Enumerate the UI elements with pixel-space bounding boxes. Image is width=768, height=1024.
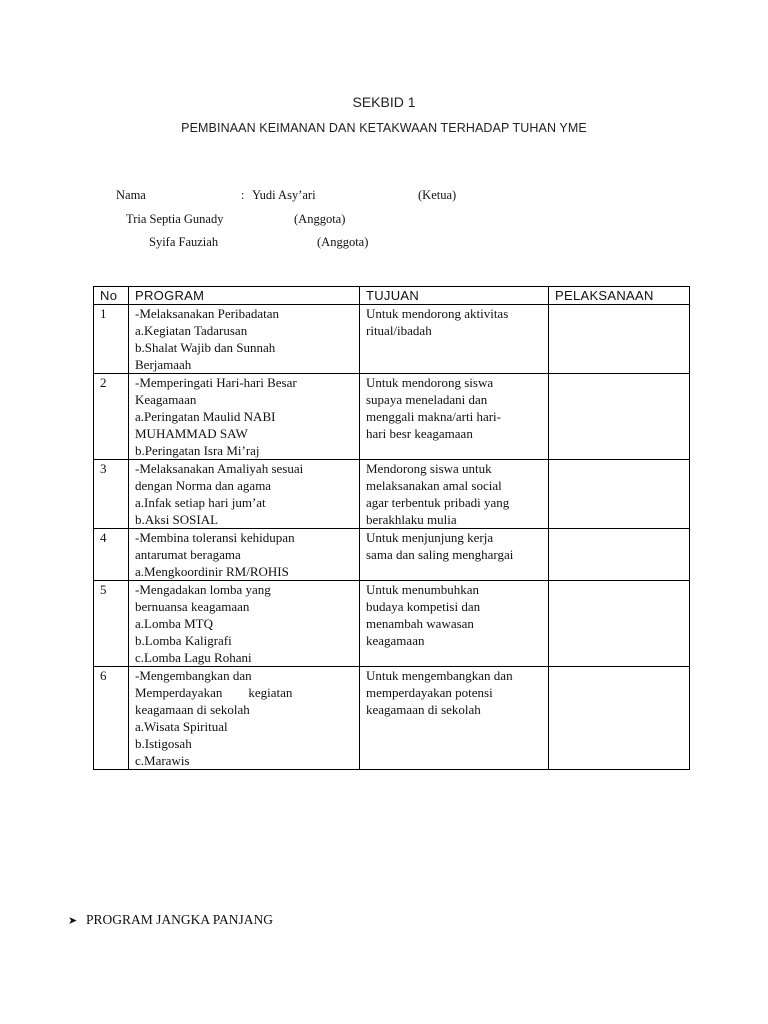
member-1-role: (Ketua) [418, 188, 457, 202]
program-line: Berjamaah [135, 357, 192, 372]
table-row [94, 667, 690, 770]
cell-program [129, 305, 360, 374]
program-line: a.Wisata Spiritual [135, 719, 228, 734]
cell-program [129, 374, 360, 460]
table-row [94, 460, 690, 529]
tujuan-line: memperdayakan potensi [366, 685, 493, 700]
program-table [93, 286, 690, 770]
row-number: 4 [94, 529, 129, 581]
page-title: SEKBID 1 [352, 94, 416, 110]
cell-tujuan [360, 374, 549, 460]
program-line: -Memperingati Hari-hari Besar [135, 375, 297, 390]
member-2-name: Tria Septia Gunady [126, 212, 224, 226]
table-row [94, 305, 690, 374]
cell-pelaksanaan [549, 305, 690, 374]
program-line: c.Lomba Lagu Rohani [135, 650, 252, 665]
tujuan-line: hari besr keagamaan [366, 426, 473, 441]
program-line: b.Lomba Kaligrafi [135, 633, 232, 648]
table-row [94, 529, 690, 581]
cell-tujuan [360, 305, 549, 374]
tujuan-line: agar terbentuk pribadi yang [366, 495, 510, 510]
tujuan-line: keagamaan [366, 633, 425, 648]
tujuan-line: Untuk mendorong siswa [366, 375, 494, 390]
program-line: keagamaan di sekolah [135, 702, 250, 717]
row-number: 5 [94, 581, 129, 667]
tujuan-line: Untuk menjunjung kerja [366, 530, 494, 545]
program-line: MUHAMMAD SAW [135, 426, 248, 441]
header-pelaksanaan: PELAKSANAAN [549, 287, 690, 305]
program-line: b.Shalat Wajib dan Sunnah [135, 340, 276, 355]
row-number: 3 [94, 460, 129, 529]
cell-pelaksanaan [549, 529, 690, 581]
member-2-role: (Anggota) [294, 212, 346, 226]
program-line: -Melaksanakan Peribadatan [135, 306, 280, 321]
program-line: bernuansa keagamaan [135, 599, 250, 614]
tujuan-line: Untuk menumbuhkan [366, 582, 480, 597]
program-line: antarumat beragama [135, 547, 241, 562]
tujuan-line: keagamaan di sekolah [366, 702, 481, 717]
program-line: a.Infak setiap hari jum’at [135, 495, 266, 510]
header-no: No [94, 287, 129, 305]
member-1-name: Yudi Asy’ari [252, 188, 316, 202]
tujuan-line: ritual/ibadah [366, 323, 432, 338]
cell-tujuan [360, 581, 549, 667]
program-line: a.Lomba MTQ [135, 616, 213, 631]
table-row [94, 374, 690, 460]
page-subtitle: PEMBINAAN KEIMANAN DAN KETAKWAAN TERHADAP TUHAN YME [181, 121, 587, 135]
table-row [94, 581, 690, 667]
program-line: -Membina toleransi kehidupan [135, 530, 295, 545]
program-line: -Mengembangkan dan [135, 668, 252, 683]
tujuan-line: supaya meneladani dan [366, 392, 488, 407]
cell-program [129, 460, 360, 529]
member-3-role: (Anggota) [317, 235, 369, 249]
cell-tujuan [360, 529, 549, 581]
cell-pelaksanaan [549, 581, 690, 667]
arrowhead-bullet-icon: ➤ [68, 914, 78, 927]
program-line: a.Mengkoordinir RM/ROHIS [135, 564, 289, 579]
name-separator: : [241, 188, 245, 202]
name-label: Nama [116, 188, 146, 202]
tujuan-line: berakhlaku mulia [366, 512, 457, 527]
tujuan-line: melaksanakan amal social [366, 478, 502, 493]
program-line: a.Peringatan Maulid NABI [135, 409, 276, 424]
program-line: c.Marawis [135, 753, 190, 768]
program-line: -Melaksanakan Amaliyah sesuai [135, 461, 304, 476]
program-jangka-panjang [68, 912, 273, 928]
cell-pelaksanaan [549, 667, 690, 770]
tujuan-line: sama dan saling menghargai [366, 547, 514, 562]
tujuan-line: menggali makna/arti hari- [366, 409, 502, 424]
cell-program [129, 581, 360, 667]
cell-program [129, 529, 360, 581]
member-3-name: Syifa Fauziah [149, 235, 219, 249]
footer-text: PROGRAM JANGKA PANJANG [86, 912, 274, 927]
row-number: 1 [94, 305, 129, 374]
cell-pelaksanaan [549, 460, 690, 529]
program-line: a.Kegiatan Tadarusan [135, 323, 248, 338]
program-line: -Mengadakan lomba yang [135, 582, 271, 597]
tujuan-line: Untuk mengembangkan dan [366, 668, 513, 683]
header-program: PROGRAM [129, 287, 360, 305]
cell-tujuan [360, 667, 549, 770]
cell-tujuan [360, 460, 549, 529]
tujuan-line: budaya kompetisi dan [366, 599, 481, 614]
cell-program [129, 667, 360, 770]
program-line: b.Istigosah [135, 736, 192, 751]
program-line: dengan Norma dan agama [135, 478, 272, 493]
cell-pelaksanaan [549, 374, 690, 460]
program-line: Keagamaan [135, 392, 197, 407]
tujuan-line: menambah wawasan [366, 616, 474, 631]
tujuan-line: Mendorong siswa untuk [366, 461, 492, 476]
row-number: 6 [94, 667, 129, 770]
row-number: 2 [94, 374, 129, 460]
program-line: b.Aksi SOSIAL [135, 512, 219, 527]
program-line: Memperdayakan kegiatan [135, 685, 293, 700]
header-tujuan: TUJUAN [360, 287, 549, 305]
tujuan-line: Untuk mendorong aktivitas [366, 306, 509, 321]
program-line: b.Peringatan Isra Mi’raj [135, 443, 260, 458]
